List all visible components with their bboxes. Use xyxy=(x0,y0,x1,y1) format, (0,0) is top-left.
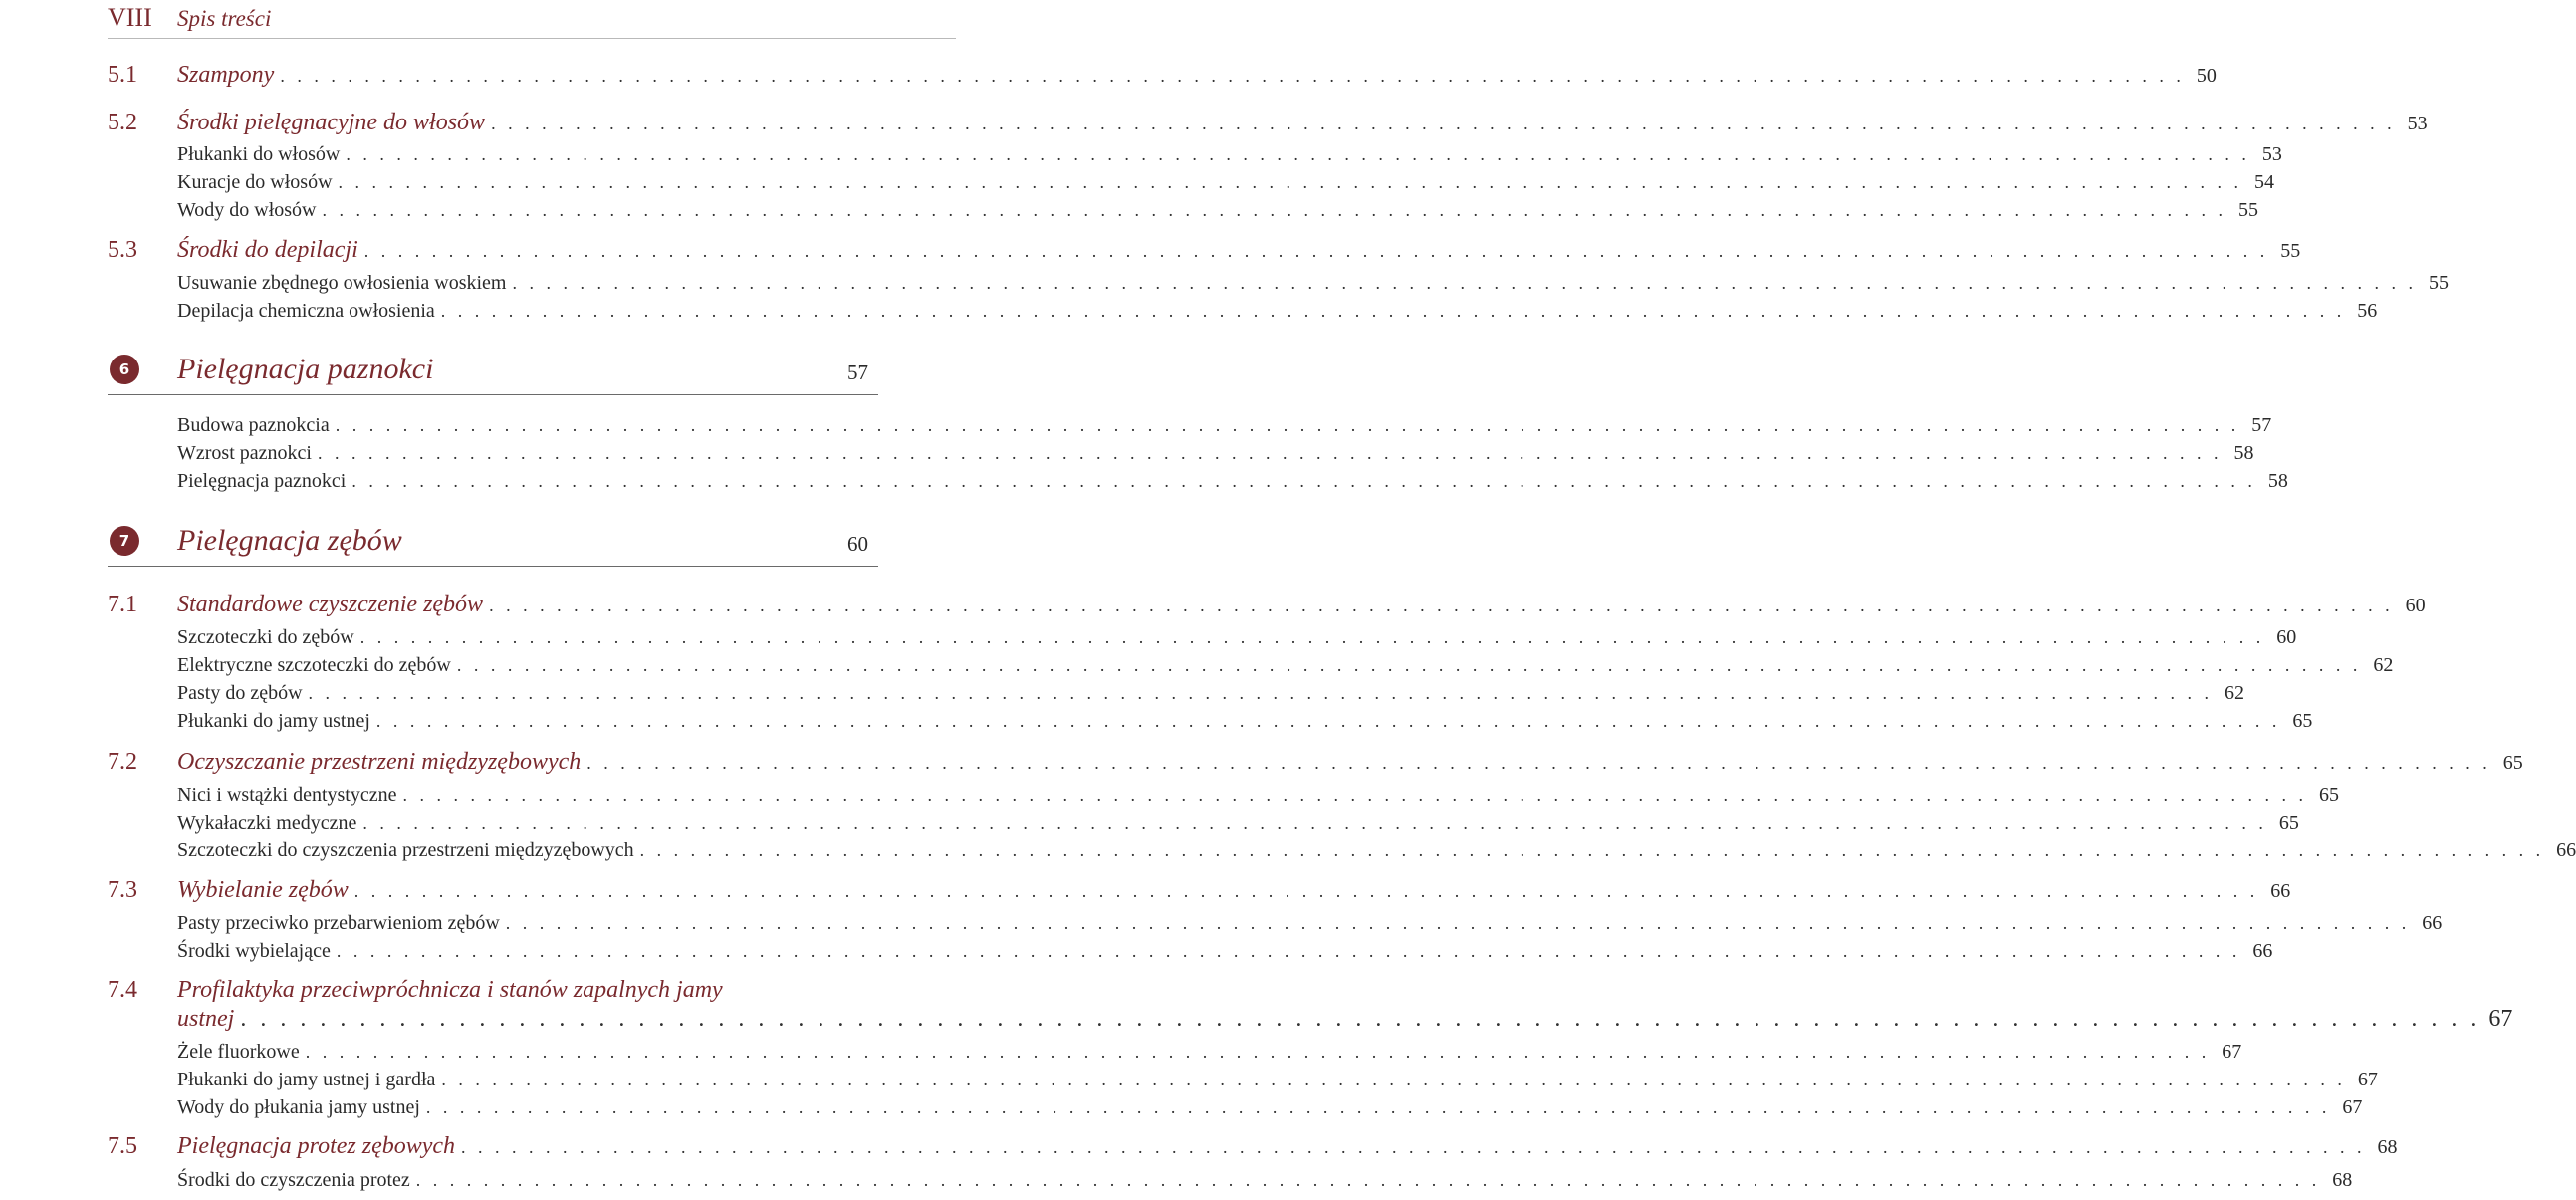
entry-title: Wybielanie zębów xyxy=(177,877,349,903)
dot-leader: . . . . . . . . . . . . . . . . . . . . . . . . . . . . . . . . . . . . . . . . . . . . . . . . . . . . . . . . . . . . . . . . . . . . . . . . . . . . . . . . . . . . . . . . . . . . . . . . . . . . . . . . . . . . . . . . . xyxy=(240,1006,2481,1032)
entry-page-number: 58 xyxy=(2233,442,2254,464)
entry-title: Środki do czyszczenia protez xyxy=(177,1169,410,1191)
entry-title: Nici i wstążki dentystyczne xyxy=(177,784,397,806)
toc-subentry[interactable] xyxy=(108,840,2576,862)
entry-title: Wzrost paznokci xyxy=(177,442,312,464)
dot-leader: . . . . . . . . . . . . . . . . . . . . . . . . . . . . . . . . . . . . . . . . . . . . . . . . . . . . . . . . . . . . . . . . . . . . . . . . . . . . . . . . . . . . . . . . . . . . . . . . . . . . . . . . . . . . . . . . . xyxy=(351,471,2256,491)
entry-page-number: 55 xyxy=(2428,272,2449,294)
toc-subentry[interactable] xyxy=(108,1096,2363,1119)
entry-page-number: 66 xyxy=(2270,880,2291,902)
section-number: 7.1 xyxy=(108,592,137,617)
entry-title: Standardowe czyszczenie zębów xyxy=(177,592,484,617)
entry-title: Usuwanie zbędnego owłosienia woskiem xyxy=(177,272,507,294)
entry-page-number: 67 xyxy=(2342,1096,2363,1118)
entry-title: Depilacja chemiczna owłosienia xyxy=(177,300,435,322)
entry-title: Środki pielęgnacyjne do włosów xyxy=(177,110,486,135)
toc-subentry[interactable] xyxy=(108,199,2259,222)
entry-page-number: 68 xyxy=(2332,1169,2353,1191)
toc-subentry[interactable] xyxy=(108,1069,2378,1091)
section-number: 7.4 xyxy=(108,977,137,1003)
entry-title: Szczoteczki do czyszczenia przestrzeni międzyzębowych xyxy=(177,840,634,861)
toc-subentry[interactable] xyxy=(108,654,2394,677)
toc-section-entry[interactable] xyxy=(108,1006,2513,1033)
dot-leader: . . . . . . . . . . . . . . . . . . . . . . . . . . . . . . . . . . . . . . . . . . . . . . . . . . . . . . . . . . . . . . . . . . . . . . . . . . . . . . . . . . . . . . . . . . . . . . . . . . . . . . . . . . . . . . . . . xyxy=(586,753,2491,773)
entry-page-number: 60 xyxy=(2276,626,2297,648)
chapter-page-number: 57 xyxy=(847,360,868,384)
toc-subentry[interactable] xyxy=(108,940,2273,963)
entry-title: Profilaktyka przeciwpróchnicza i stanów zapalnych jamy xyxy=(177,977,723,1003)
toc-subentry[interactable] xyxy=(108,143,2282,166)
toc-section-entry[interactable] xyxy=(108,110,2428,136)
toc-section-entry[interactable] xyxy=(108,749,2523,776)
entry-title: Żele fluorkowe xyxy=(177,1041,300,1063)
section-number: 7.3 xyxy=(108,877,137,903)
entry-title: Szczoteczki do zębów xyxy=(177,626,354,648)
entry-title: Środki wybielające xyxy=(177,940,331,962)
entry-title: ustnej xyxy=(177,1006,235,1032)
entry-page-number: 53 xyxy=(2407,113,2428,134)
toc-subentry[interactable] xyxy=(108,171,2275,194)
entry-page-number: 68 xyxy=(2377,1136,2398,1158)
entry-page-number: 67 xyxy=(2222,1041,2242,1063)
entry-title: Pielęgnacja paznokci xyxy=(177,470,347,492)
entry-title: Oczyszczanie przestrzeni międzyzębowych xyxy=(177,749,582,775)
toc-section-entry[interactable] xyxy=(108,977,869,1004)
entry-page-number: 67 xyxy=(2488,1006,2513,1032)
dot-leader: . . . . . . . . . . . . . . . . . . . . . . . . . . . . . . . . . . . . . . . . . . . . . . . . . . . . . . . . . . . . . . . . . . . . . . . . . . . . . . . . . . . . . . . . . . . . . . . . . . . . . . . . . . . . . . . . . xyxy=(322,200,2227,220)
entry-page-number: 62 xyxy=(2373,654,2394,676)
entry-page-number: 55 xyxy=(2280,240,2301,262)
entry-title: Elektryczne szczoteczki do zębów xyxy=(177,654,451,676)
entry-title: Płukanki do włosów xyxy=(177,143,341,165)
chapter-page-number: 60 xyxy=(847,532,868,556)
toc-subentry[interactable] xyxy=(108,1041,2242,1064)
toc-section-entry[interactable] xyxy=(108,877,2291,904)
entry-title: Wody do włosów xyxy=(177,199,317,221)
entry-page-number: 58 xyxy=(2267,470,2288,492)
section-number: 5.1 xyxy=(108,62,137,88)
toc-section-entry[interactable] xyxy=(108,237,2301,264)
toc-section-entry[interactable] xyxy=(108,1133,2398,1160)
toc-subentry[interactable] xyxy=(108,912,2443,935)
entry-title: Płukanki do jamy ustnej xyxy=(177,710,370,732)
toc-section-entry[interactable] xyxy=(108,62,2217,89)
entry-title: Pasty przeciwko przebarwieniom zębów xyxy=(177,912,500,934)
dot-leader: . . . . . . . . . . . . . . . . . . . . . . . . . . . . . . . . . . . . . . . . . . . . . . . . . . . . . . . . . . . . . . . . . . . . . . . . . . . . . . . . . . . . . . . . . . . . . . . . . . . . . . . . . . . . . . . . . xyxy=(512,273,2417,293)
entry-page-number: 65 xyxy=(2319,784,2339,806)
entry-title: Pielęgnacja protez zębowych xyxy=(177,1133,456,1159)
toc-subentry[interactable] xyxy=(108,470,2288,493)
dot-leader: . . . . . . . . . . . . . . . . . . . . . . . . . . . . . . . . . . . . . . . . . . . . . . . . . . . . . . . . . . . . . . . . . . . . . . . . . . . . . . . . . . . . . . . . . . . . . . . . . . . . . . . . . . . . . . . . . xyxy=(336,941,2241,961)
dot-leader: . . . . . . . . . . . . . . . . . . . . . . . . . . . . . . . . . . . . . . . . . . . . . . . . . . . . . . . . . . . . . . . . . . . . . . . . . . . . . . . . . . . . . . . . . . . . . . . . . . . . . . . . . . . . . . . . . xyxy=(456,655,2362,675)
entry-page-number: 53 xyxy=(2261,143,2282,165)
entry-page-number: 62 xyxy=(2225,682,2245,704)
entry-title: Wody do płukania jamy ustnej xyxy=(177,1096,420,1118)
dot-leader: . . . . . . . . . . . . . . . . . . . . . . . . . . . . . . . . . . . . . . . . . . . . . . . . . . . . . . . . . . . . . . . . . . . . . . . . . . . . . . . . . . . . . . . . . . . . . . . . . . . . . . . . . . . . . . . . . xyxy=(425,1097,2331,1117)
chapter-number-badge: 6 xyxy=(110,355,139,384)
toc-subentry[interactable] xyxy=(108,710,2313,733)
entry-title: Środki do depilacji xyxy=(177,237,358,263)
dot-leader: . . . . . . . . . . . . . . . . . . . . . . . . . . . . . . . . . . . . . . . . . . . . . . . . . . . . . . . . . . . . . . . . . . . . . . . . . . . . . . . . . . . . . . . . . . . . . . . . . . . . . . . . . . . . . . . . . xyxy=(375,711,2281,731)
dot-leader: . . . . . . . . . . . . . . . . . . . . . . . . . . . . . . . . . . . . . . . . . . . . . . . . . . . . . . . . . . . . . . . . . . . . . . . . . . . . . . . . . . . . . . . . . . . . . . . . . . . . . . . . . . . . . . . . . xyxy=(317,443,2223,463)
dot-leader: . . . . . . . . . . . . . . . . . . . . . . . . . . . . . . . . . . . . . . . . . . . . . . . . . . . . . . . . . . . . . . . . . . . . . . . . . . . . . . . . . . . . . . . . . . . . . . . . . . . . . . . . . . . . . . . . . xyxy=(363,241,2269,261)
entry-page-number: 55 xyxy=(2238,199,2259,221)
dot-leader: . . . . . . . . . . . . . . . . . . . . . . . . . . . . . . . . . . . . . . . . . . . . . . . . . . . . . . . . . . . . . . . . . . . . . . . . . . . . . . . . . . . . . . . . . . . . . . . . . . . . . . . . . . . . . . . . . xyxy=(353,881,2259,901)
dot-leader: . . . . . . . . . . . . . . . . . . . . . . . . . . . . . . . . . . . . . . . . . . . . . . . . . . . . . . . . . . . . . . . . . . . . . . . . . . . . . . . . . . . . . . . . . . . . . . . . . . . . . . . . . . . . . . . . . xyxy=(491,114,2396,133)
dot-leader: . . . . . . . . . . . . . . . . . . . . . . . . . . . . . . . . . . . . . . . . . . . . . . . . . . . . . . . . . . . . . . . . . . . . . . . . . . . . . . . . . . . . . . . . . . . . . . . . . . . . . . . . . . . . . . . . . xyxy=(461,1137,2366,1157)
toc-subentry[interactable] xyxy=(108,626,2297,649)
toc-subentry[interactable] xyxy=(108,682,2245,705)
section-number: 5.3 xyxy=(108,237,137,263)
entry-page-number: 66 xyxy=(2422,912,2443,934)
dot-leader: . . . . . . . . . . . . . . . . . . . . . . . . . . . . . . . . . . . . . . . . . . . . . . . . . . . . . . . . . . . . . . . . . . . . . . . . . . . . . . . . . . . . . . . . . . . . . . . . . . . . . . . . . . . . . . . . . xyxy=(415,1170,2321,1190)
entry-page-number: 54 xyxy=(2254,171,2275,193)
chapter-number-badge: 7 xyxy=(110,526,139,556)
dot-leader: . . . . . . . . . . . . . . . . . . . . . . . . . . . . . . . . . . . . . . . . . . . . . . . . . . . . . . . . . . . . . . . . . . . . . . . . . . . . . . . . . . . . . . . . . . . . . . . . . . . . . . . . . . . . . . . . . xyxy=(359,627,2265,647)
chapter-heading[interactable] xyxy=(108,522,878,567)
toc-section-entry[interactable] xyxy=(108,592,2426,618)
dot-leader: . . . . . . . . . . . . . . . . . . . . . . . . . . . . . . . . . . . . . . . . . . . . . . . . . . . . . . . . . . . . . . . . . . . . . . . . . . . . . . . . . . . . . . . . . . . . . . . . . . . . . . . . . . . . . . . . . xyxy=(639,840,2545,860)
entry-page-number: 65 xyxy=(2278,812,2299,834)
dot-leader: . . . . . . . . . . . . . . . . . . . . . . . . . . . . . . . . . . . . . . . . . . . . . . . . . . . . . . . . . . . . . . . . . . . . . . . . . . . . . . . . . . . . . . . . . . . . . . . . . . . . . . . . . . . . . . . . . xyxy=(489,596,2394,615)
page-header xyxy=(108,0,956,39)
entry-page-number: 65 xyxy=(2502,752,2523,774)
toc-subentry[interactable] xyxy=(108,272,2449,295)
chapter-title: Pielęgnacja zębów xyxy=(177,524,402,557)
running-title: Spis treści xyxy=(177,6,272,31)
dot-leader: . . . . . . . . . . . . . . . . . . . . . . . . . . . . . . . . . . . . . . . . . . . . . . . . . . . . . . . . . . . . . . . . . . . . . . . . . . . . . . . . . . . . . . . . . . . . . . . . . . . . . . . . . . . . . . . . . xyxy=(505,913,2411,933)
page-number-roman: VIII xyxy=(108,3,152,32)
entry-page-number: 60 xyxy=(2405,595,2426,616)
dot-leader: . . . . . . . . . . . . . . . . . . . . . . . . . . . . . . . . . . . . . . . . . . . . . . . . . . . . . . . . . . . . . . . . . . . . . . . . . . . . . . . . . . . . . . . . . . . . . . . . . . . . . . . . . . . . . . . . . xyxy=(338,172,2243,192)
toc-subentry[interactable] xyxy=(108,812,2299,835)
dot-leader: . . . . . . . . . . . . . . . . . . . . . . . . . . . . . . . . . . . . . . . . . . . . . . . . . . . . . . . . . . . . . . . . . . . . . . . . . . . . . . . . . . . . . . . . . . . . . . . . . . . . . . . . . . . . . . . . . xyxy=(441,1070,2346,1089)
entry-title: Kuracje do włosów xyxy=(177,171,333,193)
dot-leader: . . . . . . . . . . . . . . . . . . . . . . . . . . . . . . . . . . . . . . . . . . . . . . . . . . . . . . . . . . . . . . . . . . . . . . . . . . . . . . . . . . . . . . . . . . . . . . . . . . . . . . . . . . . . . . . . . xyxy=(280,66,2185,86)
dot-leader: . . . . . . . . . . . . . . . . . . . . . . . . . . . . . . . . . . . . . . . . . . . . . . . . . . . . . . . . . . . . . . . . . . . . . . . . . . . . . . . . . . . . . . . . . . . . . . . . . . . . . . . . . . . . . . . . . xyxy=(308,683,2214,703)
dot-leader: . . . . . . . . . . . . . . . . . . . . . . . . . . . . . . . . . . . . . . . . . . . . . . . . . . . . . . . . . . . . . . . . . . . . . . . . . . . . . . . . . . . . . . . . . . . . . . . . . . . . . . . . . . . . . . . . . xyxy=(362,813,2267,833)
entry-page-number: 67 xyxy=(2357,1069,2378,1090)
toc-subentry[interactable] xyxy=(108,414,2272,437)
chapter-heading[interactable] xyxy=(108,351,878,395)
section-number: 7.5 xyxy=(108,1133,137,1159)
dot-leader: . . . . . . . . . . . . . . . . . . . . . . . . . . . . . . . . . . . . . . . . . . . . . . . . . . . . . . . . . . . . . . . . . . . . . . . . . . . . . . . . . . . . . . . . . . . . . . . . . . . . . . . . . . . . . . . . . xyxy=(440,301,2346,321)
entry-page-number: 65 xyxy=(2292,710,2313,732)
dot-leader: . . . . . . . . . . . . . . . . . . . . . . . . . . . . . . . . . . . . . . . . . . . . . . . . . . . . . . . . . . . . . . . . . . . . . . . . . . . . . . . . . . . . . . . . . . . . . . . . . . . . . . . . . . . . . . . . . xyxy=(305,1042,2211,1062)
entry-page-number: 66 xyxy=(2556,840,2576,861)
toc-subentry[interactable] xyxy=(108,442,2254,465)
entry-title: Szampony xyxy=(177,62,275,88)
section-number: 5.2 xyxy=(108,110,137,135)
entry-page-number: 50 xyxy=(2196,65,2217,87)
entry-page-number: 56 xyxy=(2357,300,2378,322)
toc-subentry[interactable] xyxy=(108,300,2378,323)
dot-leader: . . . . . . . . . . . . . . . . . . . . . . . . . . . . . . . . . . . . . . . . . . . . . . . . . . . . . . . . . . . . . . . . . . . . . . . . . . . . . . . . . . . . . . . . . . . . . . . . . . . . . . . . . . . . . . . . . xyxy=(346,144,2250,164)
entry-title: Płukanki do jamy ustnej i gardła xyxy=(177,1069,436,1090)
entry-page-number: 57 xyxy=(2251,414,2272,436)
toc-subentry[interactable] xyxy=(108,1169,2353,1192)
section-number: 7.2 xyxy=(108,749,137,775)
entry-title: Pasty do zębów xyxy=(177,682,303,704)
entry-title: Wykałaczki medyczne xyxy=(177,812,357,834)
dot-leader: . . . . . . . . . . . . . . . . . . . . . . . . . . . . . . . . . . . . . . . . . . . . . . . . . . . . . . . . . . . . . . . . . . . . . . . . . . . . . . . . . . . . . . . . . . . . . . . . . . . . . . . . . . . . . . . . . xyxy=(335,415,2240,435)
chapter-title: Pielęgnacja paznokci xyxy=(177,353,434,385)
entry-title: Budowa paznokcia xyxy=(177,414,330,436)
dot-leader: . . . . . . . . . . . . . . . . . . . . . . . . . . . . . . . . . . . . . . . . . . . . . . . . . . . . . . . . . . . . . . . . . . . . . . . . . . . . . . . . . . . . . . . . . . . . . . . . . . . . . . . . . . . . . . . . . xyxy=(402,785,2307,805)
toc-subentry[interactable] xyxy=(108,784,2339,807)
entry-page-number: 66 xyxy=(2252,940,2273,962)
